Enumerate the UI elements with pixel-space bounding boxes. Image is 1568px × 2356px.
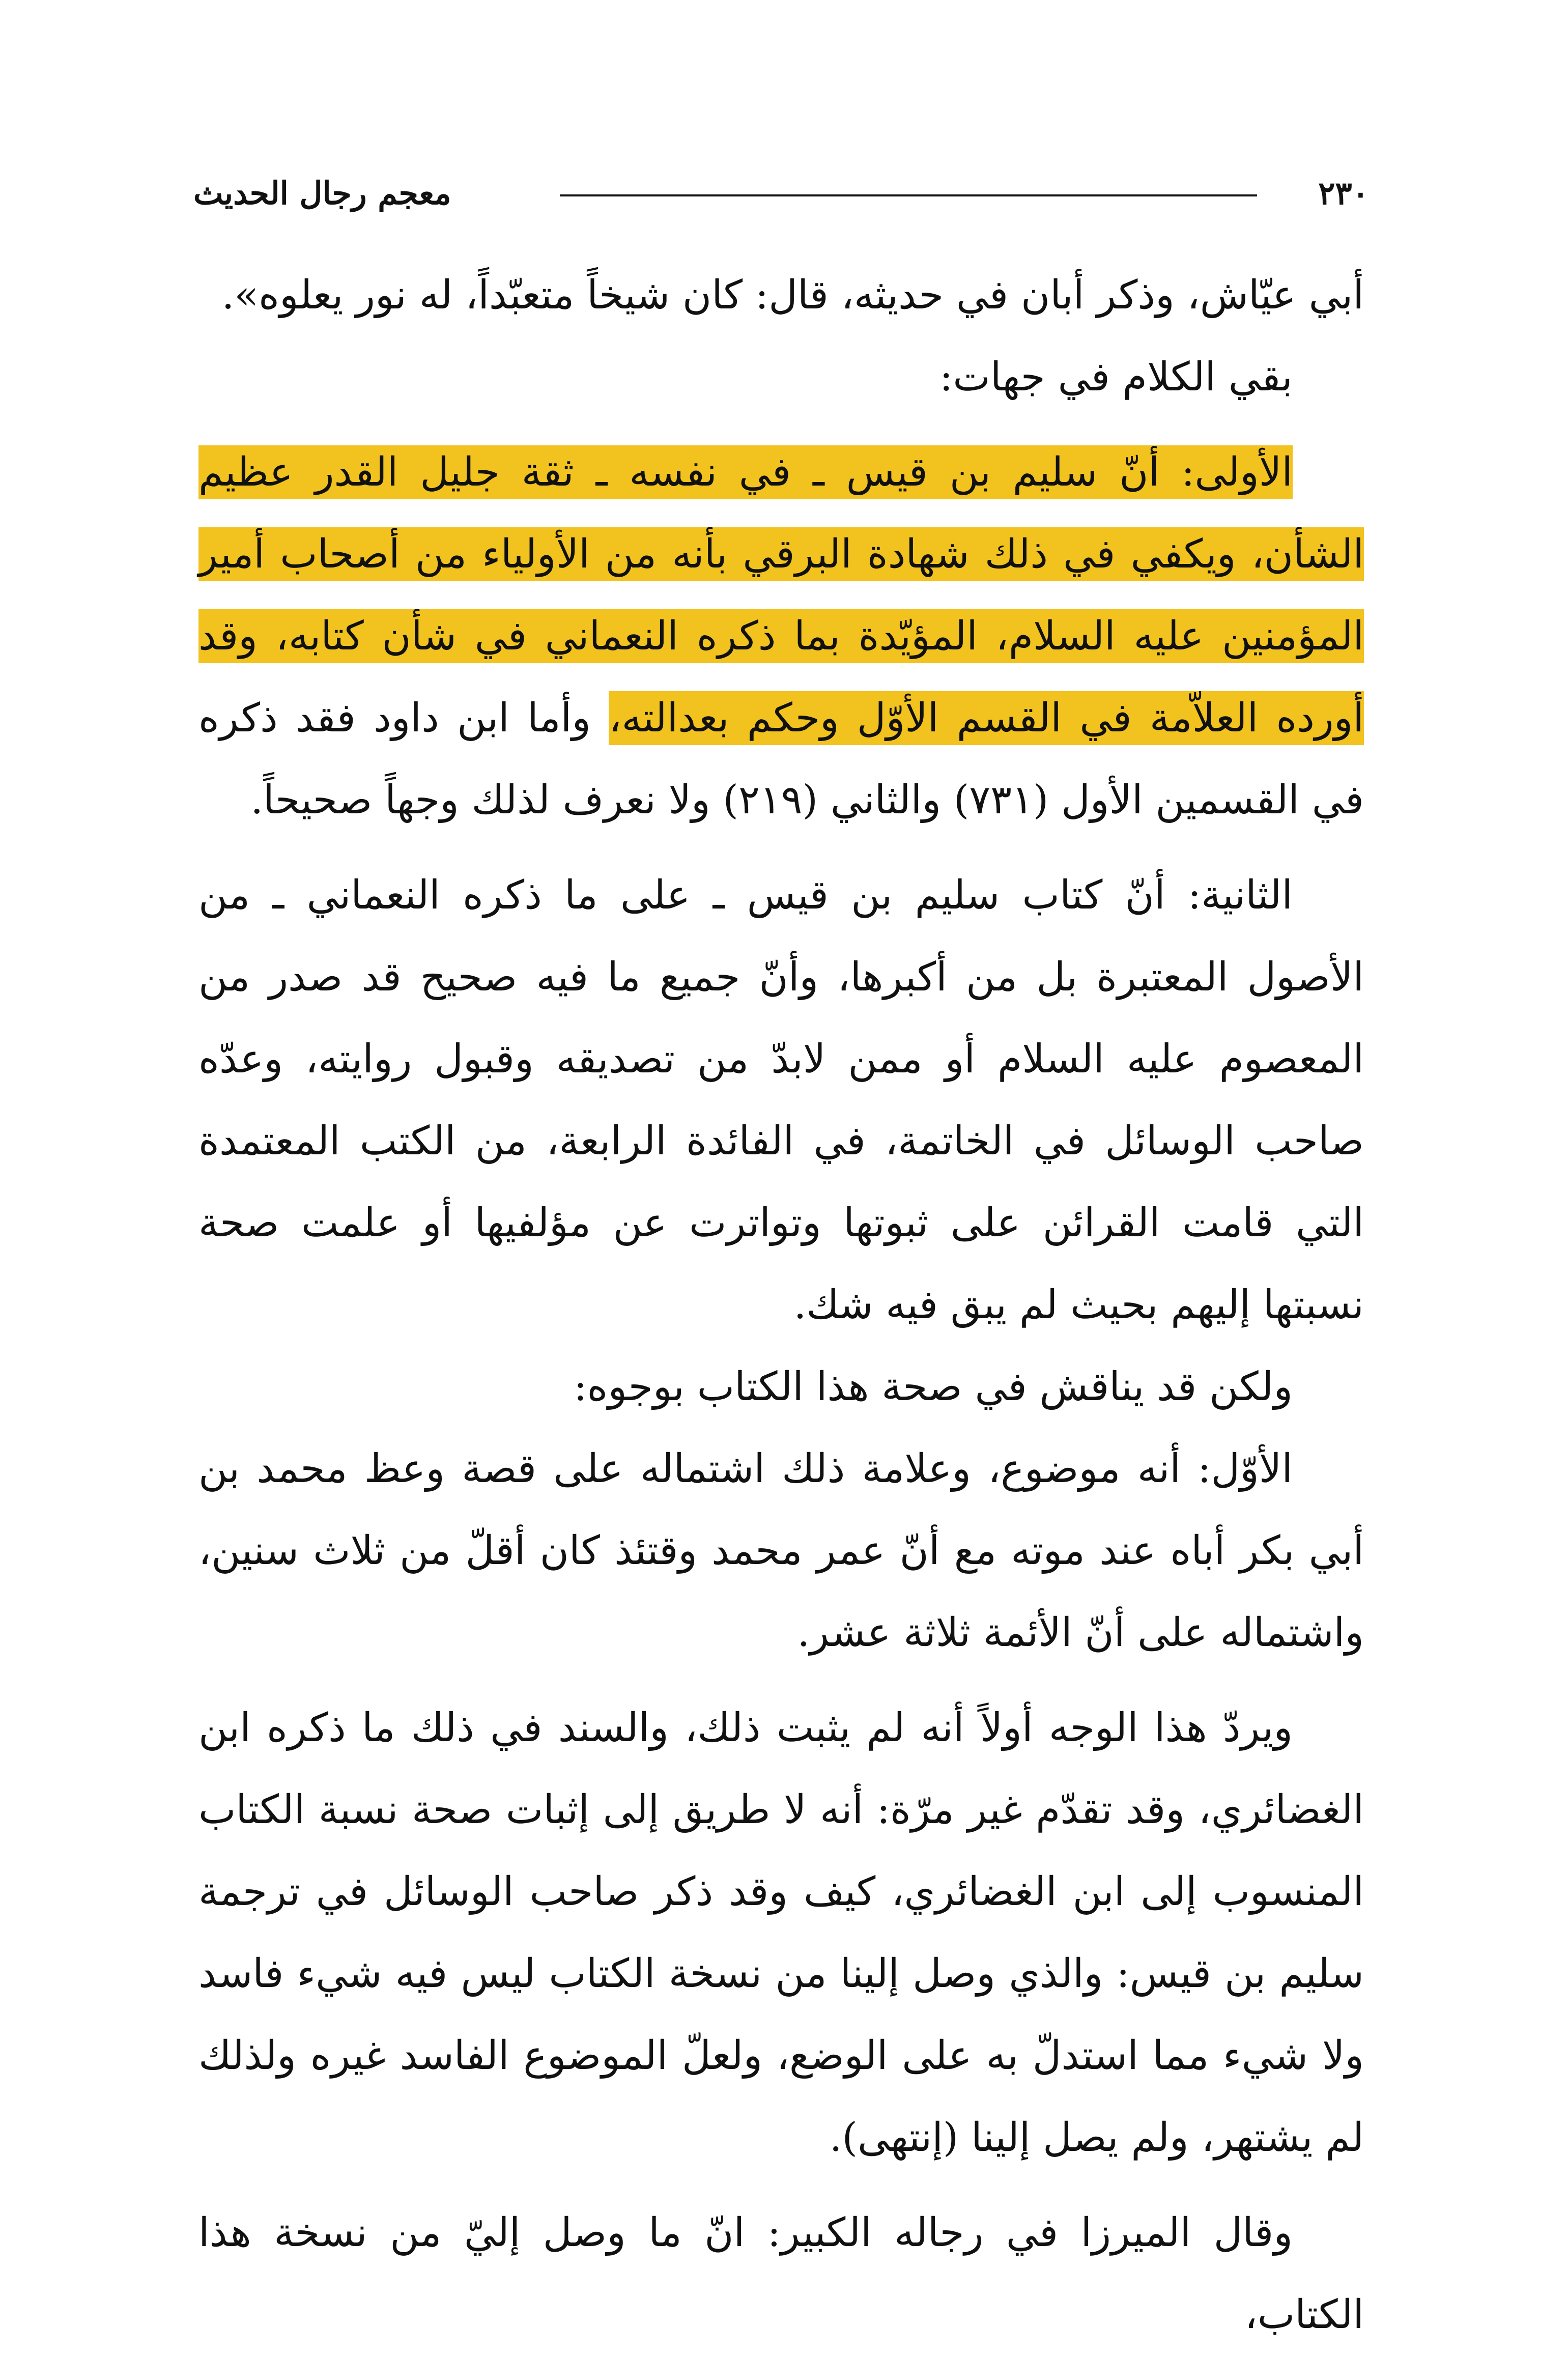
book-title: معجم رجال الحديث — [193, 175, 451, 212]
paragraph — [198, 1428, 1364, 1674]
paragraph-text: ولكن قد يناقش في صحة هذا الكتاب بوجوه: — [574, 1364, 1293, 1410]
paragraph-text: بقي الكلام في جهات: — [939, 354, 1293, 400]
paragraph-text: الأوّل: أنه موضوع، وعلامة ذلك اشتماله على قصة وعظ محمد بن أبي بكر أباه عند موته مع أنّ عمر محمد وقتئذ كان أقلّ من ثلاث سنين، واشتماله على أنّ الأئمة ثلاثة عشر. — [198, 1446, 1364, 1656]
page-body — [198, 254, 1364, 2356]
paragraph — [198, 432, 1364, 841]
page-header — [193, 168, 1369, 224]
paragraph — [198, 1687, 1364, 2179]
paragraph — [198, 2192, 1364, 2356]
highlighted-text: الأولى: أنّ سليم بن قيس ـ في نفسه ـ ثقة جليل القدر عظيم الشأن، ويكفي في ذلك شهادة البرقي بأنه من الأولياء من أصحاب أمير المؤمنين عليه السلام، المؤيّدة بما ذكره النعماني في شأن كتابه، وقد أورده العلاّمة في القسم الأوّل وحكم بعدالته، — [198, 445, 1364, 745]
paragraph — [198, 336, 1364, 418]
paragraph — [198, 254, 1364, 336]
paragraph — [198, 1346, 1364, 1428]
header-rule — [560, 194, 1257, 196]
page-number: ٢٣٠ — [1318, 175, 1369, 212]
paragraph-text: وقال الميرزا في رجاله الكبير: انّ ما وصل إليّ من نسخة هذا الكتاب، — [198, 2210, 1364, 2338]
paragraph — [198, 855, 1364, 1346]
paragraph-text: أبي عيّاش، وذكر أبان في حديثه، قال: كان شيخاً متعبّداً، له نور يعلوه». — [221, 272, 1364, 318]
paragraph-text: الثانية: أنّ كتاب سليم بن قيس ـ على ما ذكره النعماني ـ من الأصول المعتبرة بل من أكبرها، وأنّ جميع ما فيه صحيح قد صدر من المعصوم عليه السلام أو ممن لابدّ من تصديقه وقبول روايته، وعدّه صاحب الوسائل في الخاتمة، في الفائدة الرابعة، من الكتب المعتمدة التي قامت القرائن على ثبوتها وتواترت عن مؤلفيها أو علمت صحة نسبتها إليهم بحيث لم يبق فيه شك. — [198, 872, 1364, 1328]
paragraph-text: وأما ابن داود فقد ذكره في القسمين الأول (٧٣١) والثاني (٢١٩) ولا نعرف لذلك وجهاً صحيحاً. — [198, 695, 1364, 823]
paragraph-text: ويردّ هذا الوجه أولاً أنه لم يثبت ذلك، والسند في ذلك ما ذكره ابن الغضائري، وقد تقدّم غير مرّة: أنه لا طريق إلى إثبات صحة نسبة الكتاب المنسوب إلى ابن الغضائري، كيف وقد ذكر صاحب الوسائل في ترجمة سليم بن قيس: والذي وصل إلينا من نسخة الكتاب ليس فيه شيء فاسد ولا شيء مما استدلّ به على الوضع، ولعلّ الموضوع الفاسد غيره ولذلك لم يشتهر، ولم يصل إلينا (إنتهى). — [198, 1705, 1364, 2161]
